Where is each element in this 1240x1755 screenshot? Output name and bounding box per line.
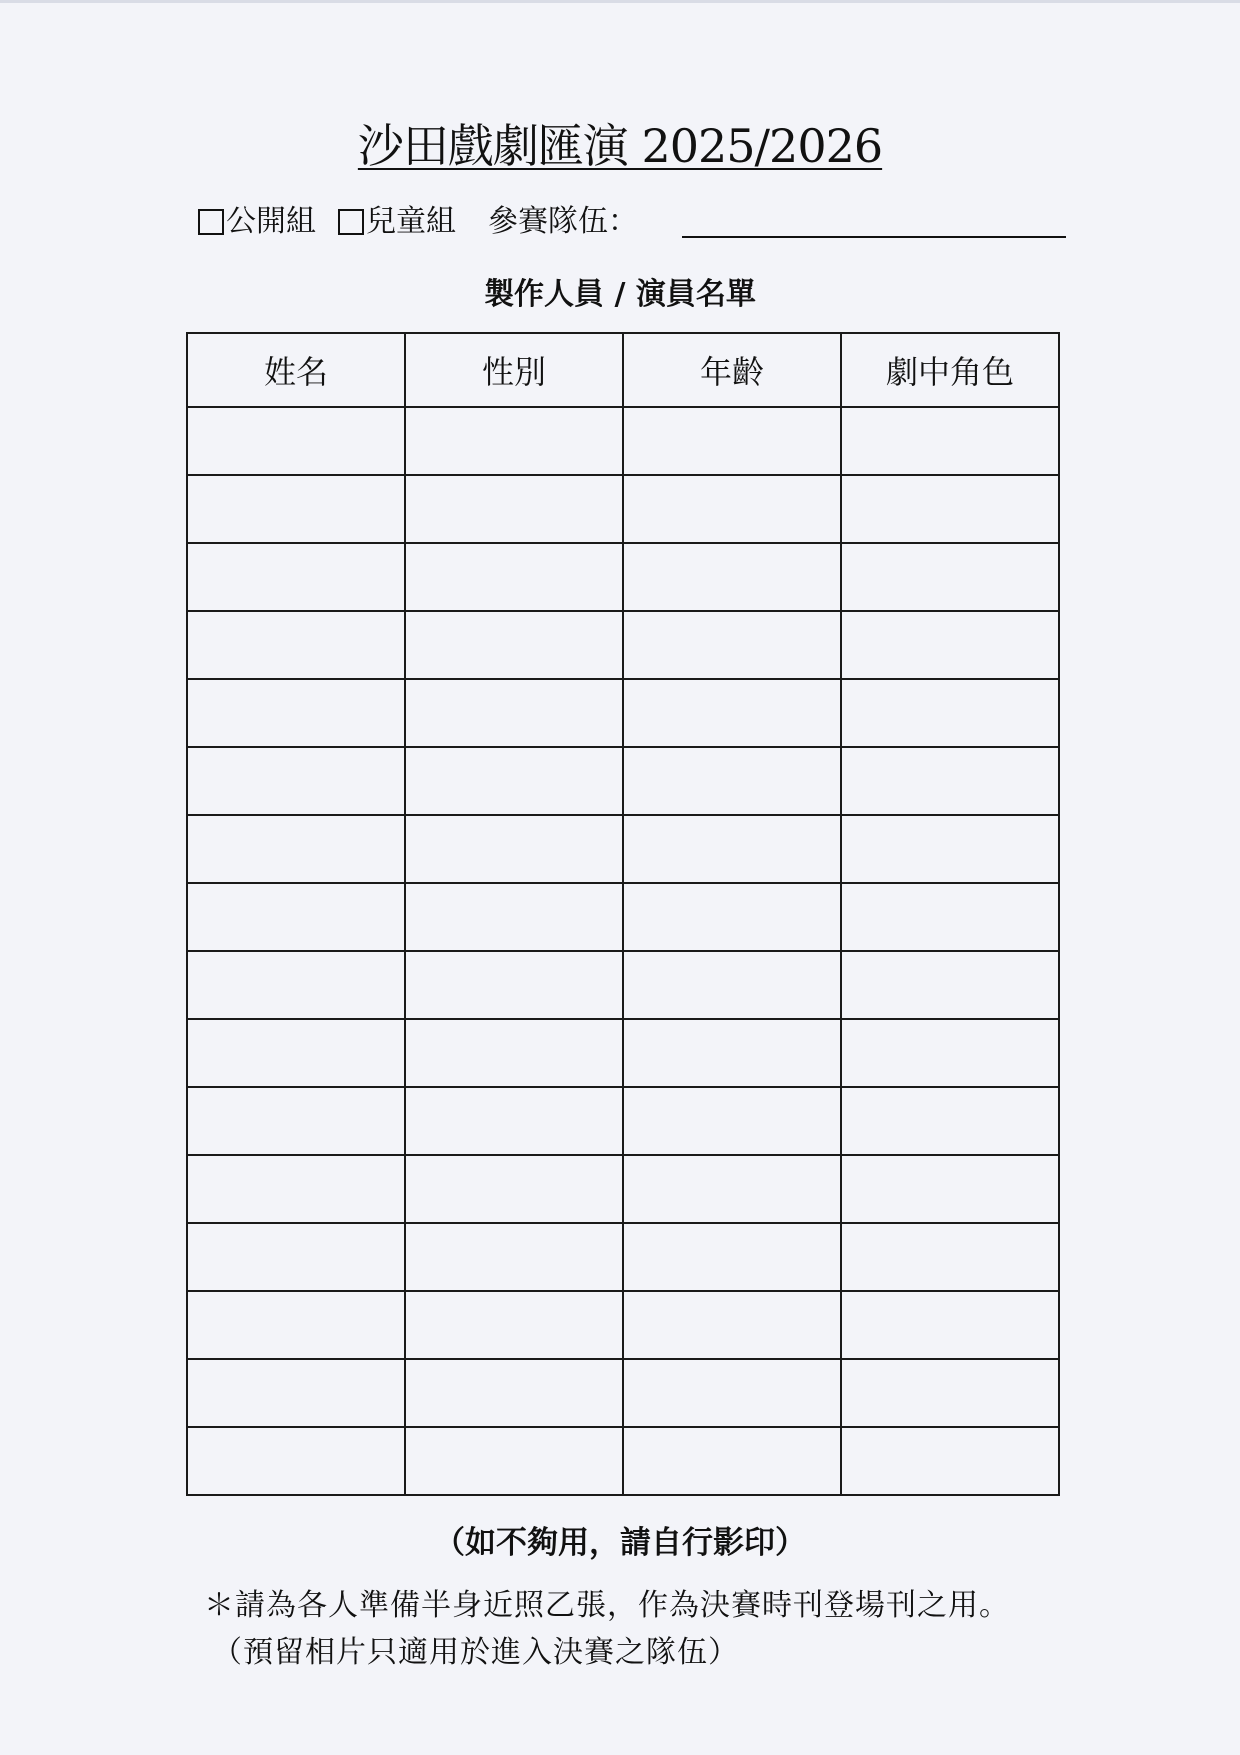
age-cell[interactable] [623,747,841,815]
page-top-edge [0,0,1240,3]
role-cell[interactable] [841,747,1059,815]
table-row [187,475,1059,543]
section-title: 製作人員 / 演員名單 [484,277,756,312]
table-row [187,1087,1059,1155]
age-cell[interactable] [623,475,841,543]
table-row [187,747,1059,815]
gender-cell[interactable] [405,1427,623,1495]
gender-cell[interactable] [405,1019,623,1087]
gender-cell[interactable] [405,475,623,543]
name-cell[interactable] [187,1359,405,1427]
open-group-checkbox[interactable] [198,209,224,235]
table-row [187,543,1059,611]
name-cell[interactable] [187,883,405,951]
age-cell[interactable] [623,543,841,611]
gender-cell[interactable] [405,611,623,679]
team-label: 參賽隊伍： [488,204,638,239]
table-row [187,407,1059,475]
gender-cell[interactable] [405,1359,623,1427]
role-cell[interactable] [841,1427,1059,1495]
gender-cell[interactable] [405,407,623,475]
table-row [187,1427,1059,1495]
header-age: 年齡 [623,333,841,407]
table-row [187,883,1059,951]
role-cell[interactable] [841,1087,1059,1155]
children-group-label: 兒童組 [366,204,456,239]
role-cell[interactable] [841,1223,1059,1291]
age-cell[interactable] [623,407,841,475]
age-cell[interactable] [623,1019,841,1087]
role-cell[interactable] [841,611,1059,679]
role-cell[interactable] [841,1359,1059,1427]
team-name-field[interactable] [682,236,1066,238]
roster-body [187,407,1059,1495]
option-children-group[interactable] [338,202,456,242]
name-cell[interactable] [187,1291,405,1359]
role-cell[interactable] [841,1291,1059,1359]
role-cell[interactable] [841,475,1059,543]
age-cell[interactable] [623,815,841,883]
document-title [0,118,1240,174]
header-role: 劇中角色 [841,333,1059,407]
photo-note: ＊請為各人準備半身近照乙張，作為決賽時刊登場刊之用。 [204,1588,1010,1623]
age-cell[interactable] [623,1155,841,1223]
name-cell[interactable] [187,1087,405,1155]
age-cell[interactable] [623,1223,841,1291]
age-cell[interactable] [623,611,841,679]
role-cell[interactable] [841,1155,1059,1223]
role-cell[interactable] [841,883,1059,951]
role-cell[interactable] [841,407,1059,475]
role-cell[interactable] [841,543,1059,611]
children-group-checkbox[interactable] [338,209,364,235]
name-cell[interactable] [187,1427,405,1495]
gender-cell[interactable] [405,1223,623,1291]
entry-row [198,202,638,242]
role-cell[interactable] [841,1019,1059,1087]
gender-cell[interactable] [405,951,623,1019]
age-cell[interactable] [623,1291,841,1359]
role-cell[interactable] [841,815,1059,883]
gender-cell[interactable] [405,543,623,611]
name-cell[interactable] [187,611,405,679]
open-group-label: 公開組 [226,204,316,239]
age-cell[interactable] [623,1359,841,1427]
name-cell[interactable] [187,543,405,611]
name-cell[interactable] [187,1223,405,1291]
roster-table [186,332,1060,1496]
role-cell[interactable] [841,679,1059,747]
gender-cell[interactable] [405,747,623,815]
table-row [187,1223,1059,1291]
gender-cell[interactable] [405,679,623,747]
option-open-group[interactable] [198,202,316,242]
gender-cell[interactable] [405,1291,623,1359]
gender-cell[interactable] [405,815,623,883]
gender-cell[interactable] [405,1155,623,1223]
table-row [187,679,1059,747]
copy-note: （如不夠用，請自行影印） [434,1525,806,1561]
age-cell[interactable] [623,951,841,1019]
table-row [187,1359,1059,1427]
name-cell[interactable] [187,1019,405,1087]
name-cell[interactable] [187,679,405,747]
table-row [187,1291,1059,1359]
name-cell[interactable] [187,747,405,815]
age-cell[interactable] [623,679,841,747]
document-title-text: 沙田戲劇匯演 2025/2026 [357,119,883,173]
table-row [187,815,1059,883]
name-cell[interactable] [187,475,405,543]
table-row [187,611,1059,679]
table-row [187,951,1059,1019]
photo-scope-note: （預留相片只適用於進入決賽之隊伍） [212,1635,739,1670]
role-cell[interactable] [841,951,1059,1019]
name-cell[interactable] [187,951,405,1019]
header-gender: 性別 [405,333,623,407]
age-cell[interactable] [623,1427,841,1495]
table-row [187,1155,1059,1223]
header-name: 姓名 [187,333,405,407]
gender-cell[interactable] [405,1087,623,1155]
table-row [187,1019,1059,1087]
name-cell[interactable] [187,407,405,475]
age-cell[interactable] [623,883,841,951]
gender-cell[interactable] [405,883,623,951]
name-cell[interactable] [187,815,405,883]
roster-header-row [187,333,1059,407]
age-cell[interactable] [623,1087,841,1155]
name-cell[interactable] [187,1155,405,1223]
